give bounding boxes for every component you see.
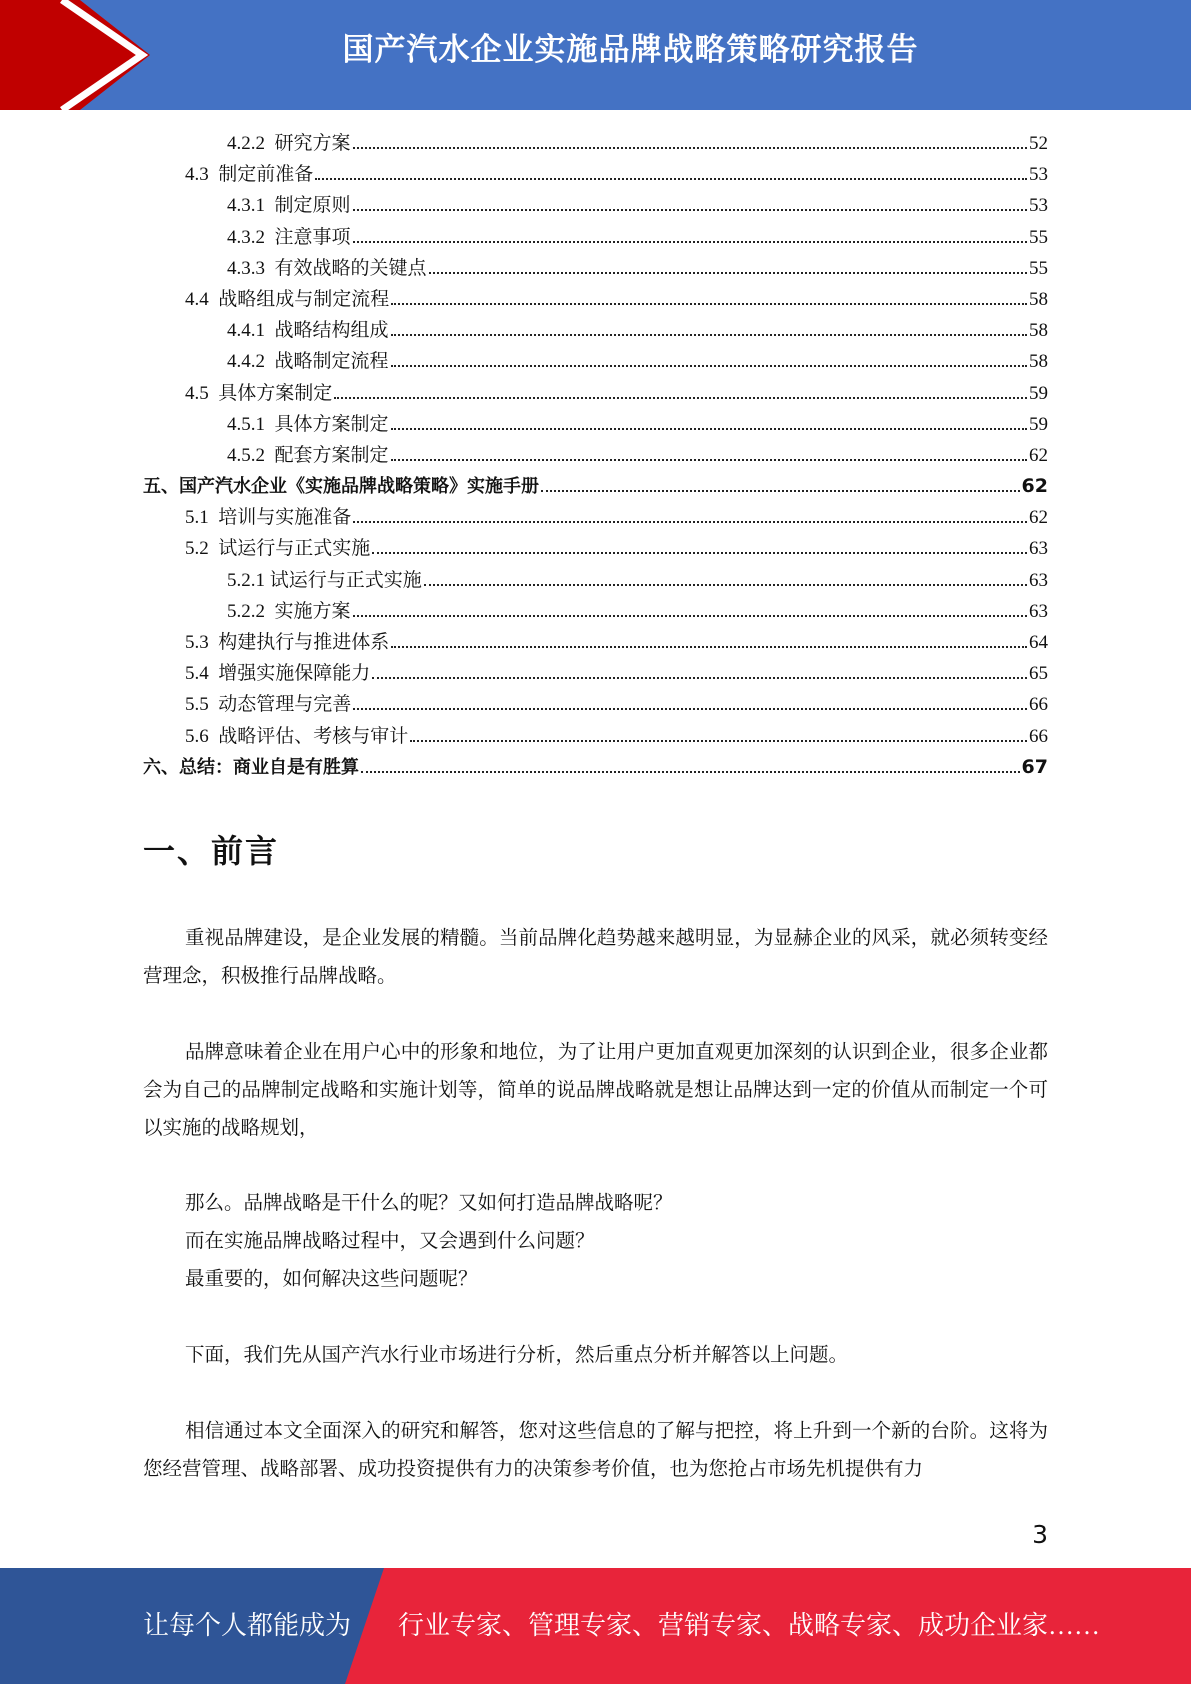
- toc-entry[interactable]: [143, 315, 1048, 346]
- footer-slogan-right: 行业专家、管理专家、营销专家、战略专家、成功企业家……: [398, 1611, 1101, 1640]
- toc-entry-label: 4.5 具体方案制定: [185, 382, 333, 404]
- toc-entry-label: 4.3.2 注意事项: [227, 226, 351, 248]
- toc-entry[interactable]: [143, 752, 1048, 783]
- toc-leader-dots: [353, 240, 1027, 243]
- toc-leader-dots: [353, 614, 1027, 617]
- toc-entry[interactable]: [143, 565, 1048, 596]
- toc-entry-page: 59: [1029, 413, 1048, 435]
- toc-leader-dots: [353, 208, 1027, 211]
- toc-entry[interactable]: [143, 627, 1048, 658]
- toc-entry[interactable]: [143, 689, 1048, 720]
- toc-entry[interactable]: [143, 222, 1048, 253]
- toc-entry-label: 5.4 增强实施保障能力: [185, 663, 371, 685]
- toc-entry-label: 六、总结：商业自是有胜算: [143, 756, 359, 778]
- toc-leader-dots: [334, 396, 1027, 399]
- toc-entry[interactable]: [143, 128, 1048, 159]
- toc-entry[interactable]: [143, 159, 1048, 190]
- paragraph-1: 重视品牌建设，是企业发展的精髓。当前品牌化趋势越来越明显，为显赫企业的风采，就必须转变经营理念，积极推行品牌战略。: [143, 928, 1048, 987]
- toc-leader-dots: [429, 271, 1027, 274]
- toc-entry[interactable]: [143, 471, 1048, 502]
- table-of-contents: [143, 128, 1048, 783]
- toc-entry[interactable]: [143, 409, 1048, 440]
- toc-entry[interactable]: [143, 440, 1048, 471]
- paragraph-4: 相信通过本文全面深入的研究和解答，您对这些信息的了解与把控，将上升到一个新的台阶。这将为您经营管理、战略部署、成功投资提供有力的决策参考价值，也为您抢占市场先机提供有力: [143, 1421, 1048, 1480]
- toc-entry-page: 66: [1029, 694, 1048, 716]
- toc-leader-dots: [391, 364, 1027, 367]
- toc-entry-page: 67: [1021, 755, 1048, 778]
- toc-entry-page: 53: [1029, 195, 1048, 217]
- toc-entry[interactable]: [143, 190, 1048, 221]
- toc-entry-page: 64: [1029, 632, 1048, 653]
- toc-entry-label: 5.5 动态管理与完善: [185, 694, 352, 716]
- toc-entry-page: 58: [1029, 320, 1048, 342]
- toc-leader-dots: [353, 520, 1027, 523]
- toc-entry-label: 5.2.1 试运行与正式实施: [227, 569, 422, 591]
- toc-entry-label: 五、国产汽水企业《实施品牌战略策略》实施手册: [143, 476, 539, 498]
- toc-entry-page: 55: [1029, 257, 1048, 279]
- toc-entry-page: 63: [1029, 569, 1048, 591]
- toc-entry-page: 62: [1021, 475, 1048, 498]
- toc-entry-label: 5.3 构建执行与推进体系: [185, 632, 390, 653]
- toc-leader-dots: [410, 739, 1027, 742]
- toc-entry[interactable]: [143, 596, 1048, 627]
- toc-leader-dots: [391, 333, 1027, 336]
- toc-leader-dots: [541, 489, 1020, 492]
- toc-entry-label: 4.3.1 制定原则: [227, 195, 351, 217]
- page-footer: [0, 1568, 1191, 1684]
- toc-entry-page: 65: [1029, 663, 1048, 685]
- toc-entry-page: 59: [1029, 382, 1048, 404]
- toc-entry[interactable]: [143, 721, 1048, 752]
- toc-entry-page: 63: [1029, 600, 1048, 622]
- toc-entry-page: 63: [1029, 538, 1048, 560]
- toc-entry-label: 4.5.2 配套方案制定: [227, 444, 389, 466]
- toc-leader-dots: [391, 302, 1027, 305]
- toc-entry-page: 58: [1029, 288, 1048, 310]
- toc-entry-label: 5.2 试运行与正式实施: [185, 538, 371, 560]
- toc-leader-dots: [372, 551, 1027, 554]
- toc-entry[interactable]: [143, 253, 1048, 284]
- toc-entry[interactable]: [143, 378, 1048, 409]
- toc-leader-dots: [372, 676, 1027, 679]
- toc-entry[interactable]: [143, 346, 1048, 377]
- paragraph-2: 品牌意味着企业在用户心中的形象和地位，为了让用户更加直观更加深刻的认识到企业，很多企业都会为自己的品牌制定战略和实施计划等，简单的说品牌战略就是想让品牌达到一定的价值从而制定一个可以实施的战略规划，: [143, 1042, 1048, 1139]
- toc-entry-label: 4.3.3 有效战略的关键点: [227, 257, 427, 279]
- toc-leader-dots: [391, 458, 1027, 461]
- toc-entry-page: 55: [1029, 226, 1048, 248]
- toc-entry-label: 4.5.1 具体方案制定: [227, 413, 389, 435]
- toc-entry[interactable]: [143, 284, 1048, 315]
- page-header: [0, 0, 1191, 110]
- question-3: 最重要的，如何解决这些问题呢？: [185, 1269, 478, 1290]
- report-title: 国产汽水企业实施品牌战略策略研究报告: [342, 32, 919, 67]
- toc-leader-dots: [315, 177, 1027, 180]
- question-2: 而在实施品牌战略过程中，又会遇到什么问题？: [185, 1231, 595, 1252]
- toc-entry-label: 4.4.1 战略结构组成: [227, 320, 389, 342]
- toc-entry-page: 62: [1029, 444, 1048, 466]
- toc-entry-label: 5.2.2 实施方案: [227, 600, 351, 622]
- toc-entry-label: 5.1 培训与实施准备: [185, 507, 352, 529]
- toc-entry[interactable]: [143, 502, 1048, 533]
- page-number: 3: [1032, 1520, 1048, 1549]
- section-heading: 一、前言: [143, 832, 280, 870]
- toc-entry-label: 5.6 战略评估、考核与审计: [185, 725, 409, 747]
- toc-leader-dots: [391, 645, 1027, 648]
- toc-entry-label: 4.4.2 战略制定流程: [227, 351, 389, 373]
- toc-entry-page: 66: [1029, 725, 1048, 747]
- toc-leader-dots: [424, 583, 1027, 586]
- toc-entry-label: 4.2.2 研究方案: [227, 133, 351, 154]
- toc-entry-page: 52: [1029, 133, 1048, 154]
- toc-entry[interactable]: [143, 658, 1048, 689]
- paragraph-3: 下面，我们先从国产汽水行业市场进行分析，然后重点分析并解答以上问题。: [185, 1345, 849, 1366]
- question-1: 那么。品牌战略是干什么的呢？又如何打造品牌战略呢？: [185, 1193, 673, 1214]
- toc-leader-dots: [361, 770, 1020, 773]
- toc-entry-page: 62: [1029, 507, 1048, 529]
- toc-leader-dots: [353, 707, 1027, 710]
- toc-entry[interactable]: [143, 533, 1048, 564]
- toc-entry-label: 4.3 制定前准备: [185, 164, 314, 186]
- toc-entry-page: 53: [1029, 164, 1048, 186]
- footer-slogan-left: 让每个人都能成为: [143, 1611, 352, 1640]
- toc-entry-page: 58: [1029, 351, 1048, 373]
- toc-leader-dots: [391, 427, 1027, 430]
- toc-leader-dots: [353, 146, 1027, 149]
- toc-entry-label: 4.4 战略组成与制定流程: [185, 288, 390, 310]
